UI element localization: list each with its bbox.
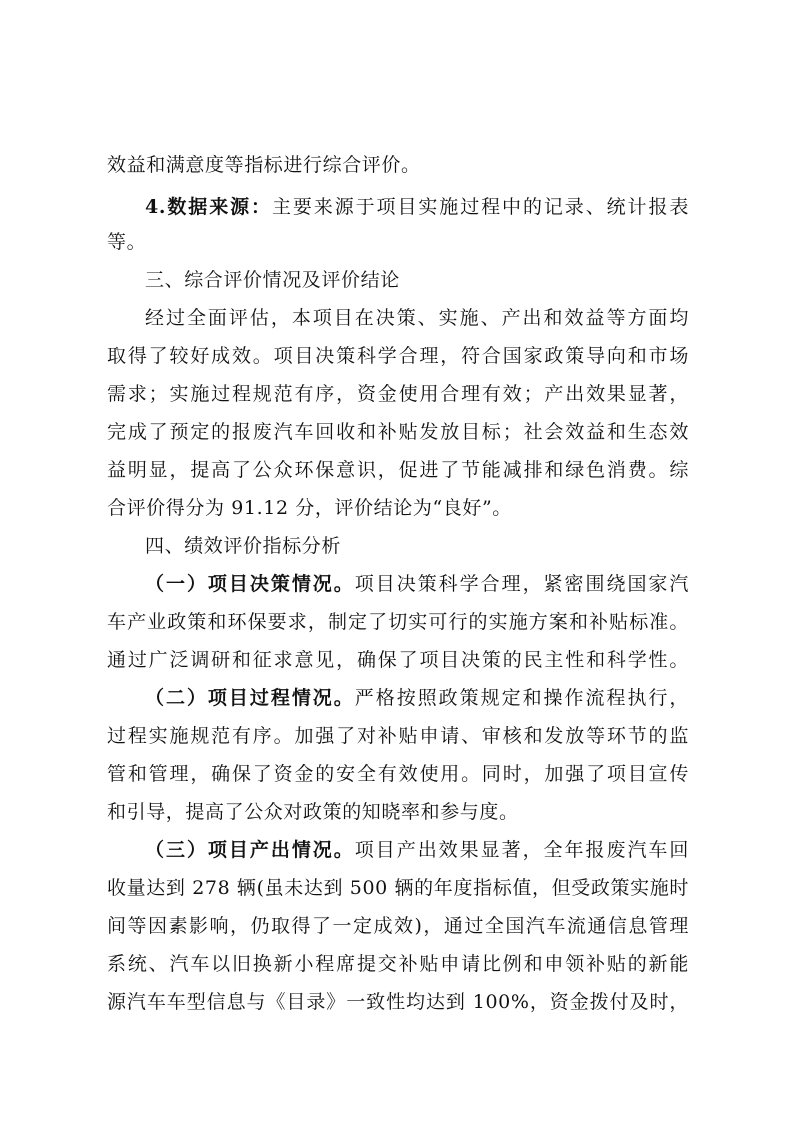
paragraph-line: 过程实施规范有序。加强了对补贴申请、审核和发放等环节的监: [107, 725, 689, 747]
paragraph-line: 和引导，提高了公众对政策的知晓率和参与度。: [107, 801, 519, 823]
section-heading-3: 三、综合评价情况及评价结论: [145, 269, 400, 291]
paragraph-line: 合评价得分为 91.12 分，评价结论为“良好”。: [107, 497, 512, 519]
paragraph-line: 系统、汽车以旧换新小程席提交补贴申请比例和申领补贴的新能: [107, 953, 689, 975]
output-label: （三）项目产出情况。: [145, 839, 355, 861]
paragraph-line: 车产业政策和环保要求，制定了切实可行的实施方案和补贴标准。: [107, 611, 689, 633]
paragraph-line: 间等因素影响，仍取得了一定成效)，通过全国汽车流通信息管理: [107, 915, 689, 937]
paragraph-line: 经过全面评估，本项目在决策、实施、产出和效益等方面均: [145, 307, 689, 329]
paragraph-line: 通过广泛调研和征求意见，确保了项目决策的民主性和科学性。: [107, 649, 689, 671]
decision-label: （一）项目决策情况。: [145, 573, 355, 595]
data-source-text: 主要来源于项目实施过程中的记录、统计报表: [271, 196, 689, 218]
data-source-label: 4.数据来源：: [145, 196, 272, 218]
paragraph-line: 需求；实施过程规范有序，资金使用合理有效；产出效果显著，: [107, 383, 689, 405]
decision-line: [145, 572, 689, 596]
paragraph-line: 益明显，提高了公众环保意识，促进了节能减排和绿色消费。综: [107, 459, 689, 481]
output-text: 项目产出效果显著，全年报废汽车回: [354, 839, 689, 861]
paragraph-line: 取得了较好成效。项目决策科学合理，符合国家政策导向和市场: [107, 345, 689, 367]
decision-text: 项目决策科学合理，紧密围绕国家汽: [354, 573, 689, 595]
section-heading-4: 四、绩效评价指标分析: [145, 535, 342, 557]
paragraph-line: 收量达到 278 辆(虽未达到 500 辆的年度指标值，但受政策实施时: [107, 877, 689, 899]
paragraph-line: 源汽车车型信息与《目录》一致性均达到 100%，资金拨付及时，: [107, 991, 689, 1013]
process-line: [145, 686, 689, 710]
paragraph-line: 等。: [107, 231, 147, 253]
process-label: （二）项目过程情况。: [145, 687, 355, 709]
output-line: [145, 838, 689, 862]
paragraph-line: 管和管理，确保了资金的安全有效使用。同时，加强了项目宣传: [107, 763, 689, 785]
data-source-line: [145, 195, 689, 219]
process-text: 严格按照政策规定和操作流程执行，: [354, 687, 689, 709]
paragraph-line: 效益和满意度等指标进行综合评价。: [107, 154, 421, 176]
paragraph-line: 完成了预定的报废汽车回收和补贴发放目标；社会效益和生态效: [107, 421, 689, 443]
